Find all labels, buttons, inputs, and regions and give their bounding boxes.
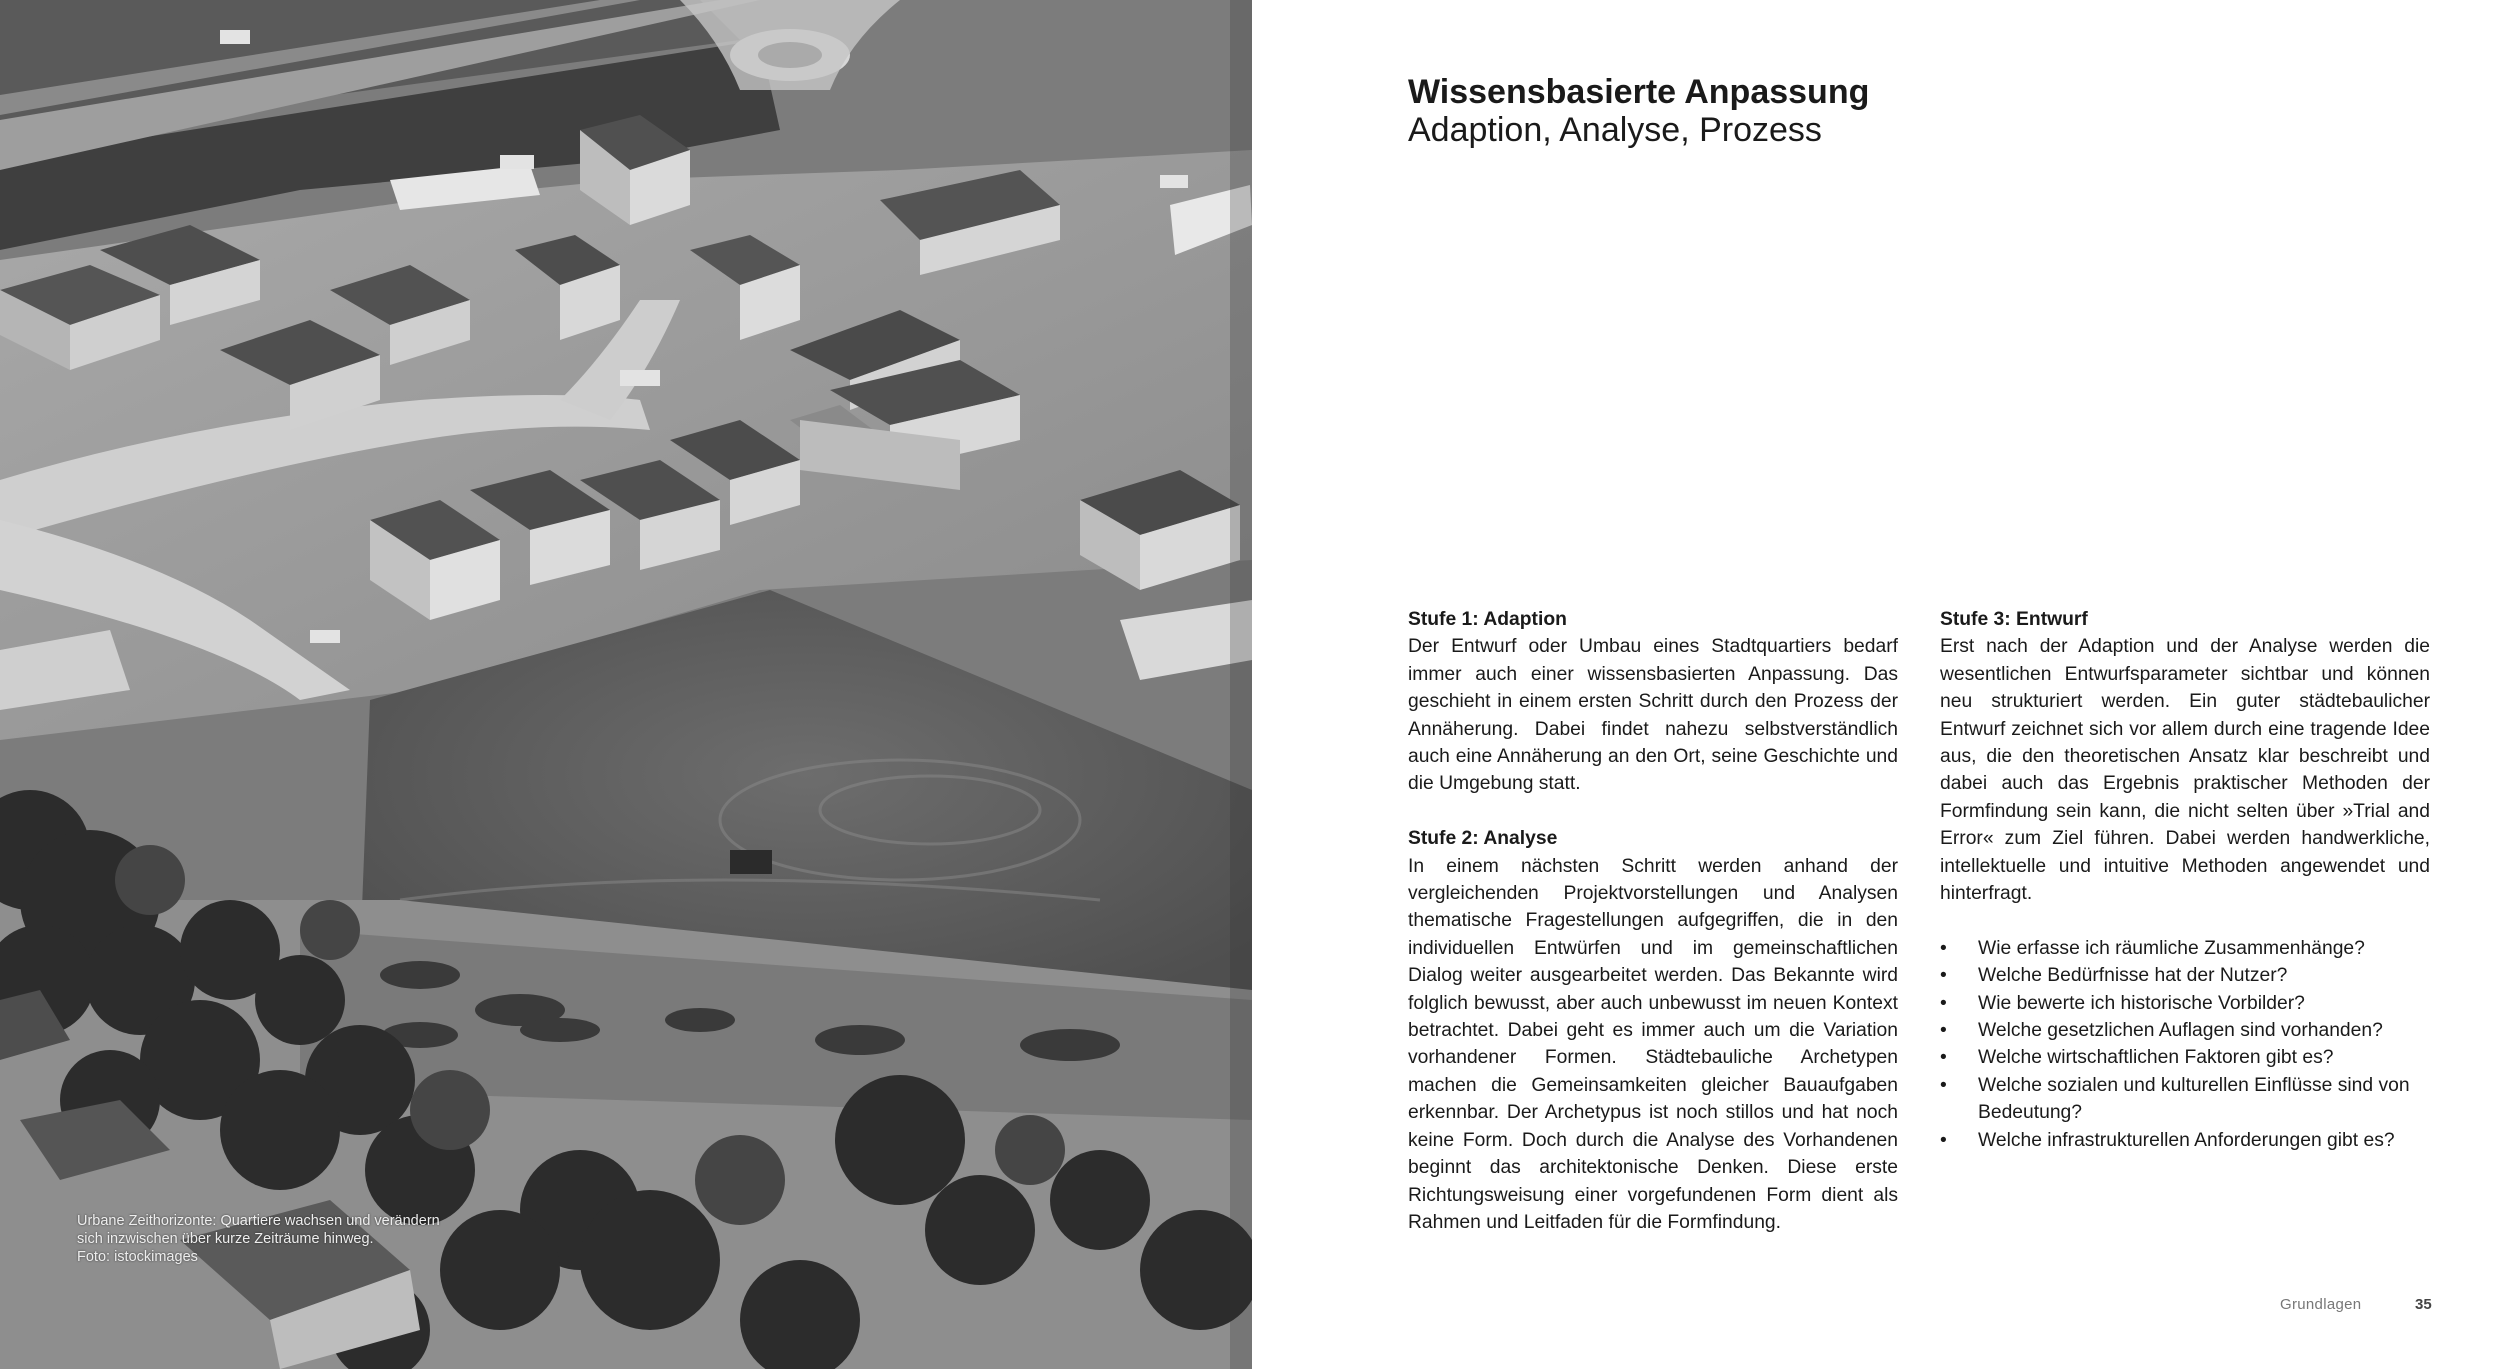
stufe3-text: Erst nach der Adaption und der Analyse werden die wesentlichen Entwurfsparameter sichtbar und können neu strukturiert werden. Ein guter städtebaulicher Entwurf zeichnet sich vor allem durch eine tragende Idee aus, die den theoretischen Ansatz klar beschreibt und dabei auch das Ergebnis praktischer Methoden der Formfindung sein kann, die nicht selten über »Trial and Error« zum Ziel führen. Dabei werden handwerkliche, intellektuelle und intuitive Methoden angewendet und hinterfragt. (1940, 636, 2430, 905)
stufe1-text: Der Entwurf oder Umbau eines Stadtquartiers bedarf immer auch einer wissensbasierten Anpassung. Das geschieht in einem ersten Schritt durch den Prozess der Annäherung. Dabei findet nahezu selbstverständlich auch eine Annäherung an den Ort, seine Geschichte und die Umgebung statt. (1408, 636, 1898, 795)
text-column-right (1940, 606, 2430, 1154)
photo-caption (77, 1212, 497, 1266)
page-number: 35 (2415, 1296, 2432, 1313)
running-footer-section: Grundlagen (2280, 1296, 2362, 1313)
caption-credit: Foto: istockimages (77, 1249, 198, 1265)
stufe1-heading: Stufe 1: Adaption (1408, 609, 1567, 630)
stufe2-text: In einem nächsten Schritt werden anhand der vergleichenden Projektvorstellungen und Analysen thematische Fragestellungen aufgegriffen, die in den individuellen Entwürfen und im gemeinschaftlichen Dialog weiter ausgearbeitet werden. Das Bekannte wird folglich bewusst, aber auch unbewusst im neuen Kontext betrachtet. Dabei geht es immer auch um die Variation vorhandener Formen. Städtebauliche Archetypen machen die Gemeinsamkeiten gleicher Bauaufgaben erkennbar. Der Archetypus ist noch stillos und hat noch keine Form. Doch durch die Analyse des Vorhandenen beginnt das architektonische Denken. Diese erste Richtungsweisung einer vorgefundenen Form dient als Rahmen und Leitfaden für die Formfindung. (1408, 855, 1898, 1233)
list-item: • Welche wirtschaftlichen Faktoren gibt es? (1940, 1044, 2430, 1071)
list-item: • Welche Bedürfnisse hat der Nutzer? (1940, 962, 2430, 989)
page-subtitle: Adaption, Analyse, Prozess (1408, 111, 1822, 149)
stufe2-heading: Stufe 2: Analyse (1408, 828, 1558, 850)
list-item: • Welche infrastrukturellen Anforderungen gibt es? (1940, 1127, 2430, 1154)
stufe3-heading: Stufe 3: Entwurf (1940, 609, 2088, 630)
caption-line: Urbane Zeithorizonte: Quartiere wachsen und verändern (77, 1213, 440, 1229)
question-list (1940, 935, 2430, 1154)
list-item: • Wie erfasse ich räumliche Zusammenhänge? (1940, 935, 2430, 962)
list-item: • Wie bewerte ich historische Vorbilder? (1940, 990, 2430, 1017)
list-item: • Welche gesetzlichen Auflagen sind vorhanden? (1940, 1017, 2430, 1044)
page-title: Wissensbasierte Anpassung (1408, 73, 1870, 111)
text-column-left (1408, 606, 1898, 1236)
list-item: • Welche sozialen und kulturellen Einflüsse sind von Bedeutung? (1940, 1072, 2430, 1127)
caption-line: sich inzwischen über kurze Zeiträume hinweg. (77, 1231, 374, 1247)
